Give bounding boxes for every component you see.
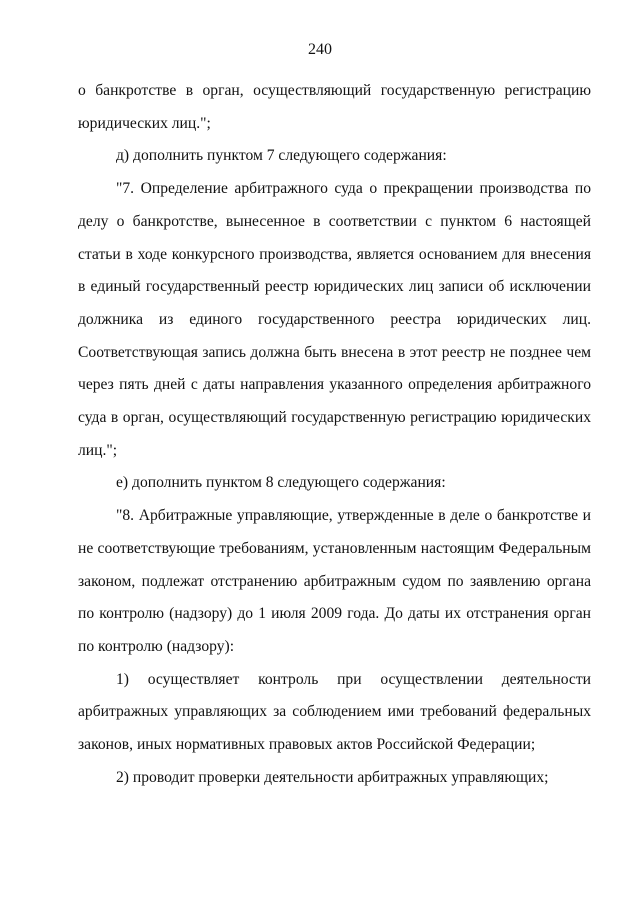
paragraph-continuation: о банкротстве в орган, осуществляющий государственную регистрацию юридических лиц."; [78, 82, 591, 132]
paragraph-item-e: е) дополнить пунктом 8 следующего содержания: [116, 474, 446, 492]
paragraph-item-d: д) дополнить пунктом 7 следующего содержания: [116, 147, 447, 165]
paragraph-subitem-2: 2) проводит проверки деятельности арбитражных управляющих; [116, 768, 549, 786]
document-body [78, 75, 591, 794]
paragraph-point-7: "7. Определение арбитражного суда о прекращении производства по делу о банкротстве, вынесенное в соответствии с пунктом 6 настоящей статьи в ходе конкурсного производства, является основанием для внесения в единый государственный реестр юридических лиц записи об исключении должника из единого государственного реестра юридических лиц. Соответствующая запись должна быть внесена в этот реестр не позднее чем через пять дней с даты направления указанного определения арбитражного суда в орган, осуществляющий государственную регистрацию юридических лиц."; [78, 180, 591, 459]
paragraph-point-8: "8. Арбитражные управляющие, утвержденные в деле о банкротстве и не соответствующие требованиям, установленным настоящим Федеральным законом, подлежат отстранению арбитражным судом по заявлению органа по контролю (надзору) до 1 июля 2009 года. До даты их отстранения орган по контролю (надзору): [78, 507, 591, 655]
paragraph-subitem-1: 1) осуществляет контроль при осуществлении деятельности арбитражных управляющих за соблюдением ими требований федеральных законов, иных нормативных правовых актов Российской Федерации; [78, 670, 591, 754]
page-number: 240 [308, 41, 332, 58]
